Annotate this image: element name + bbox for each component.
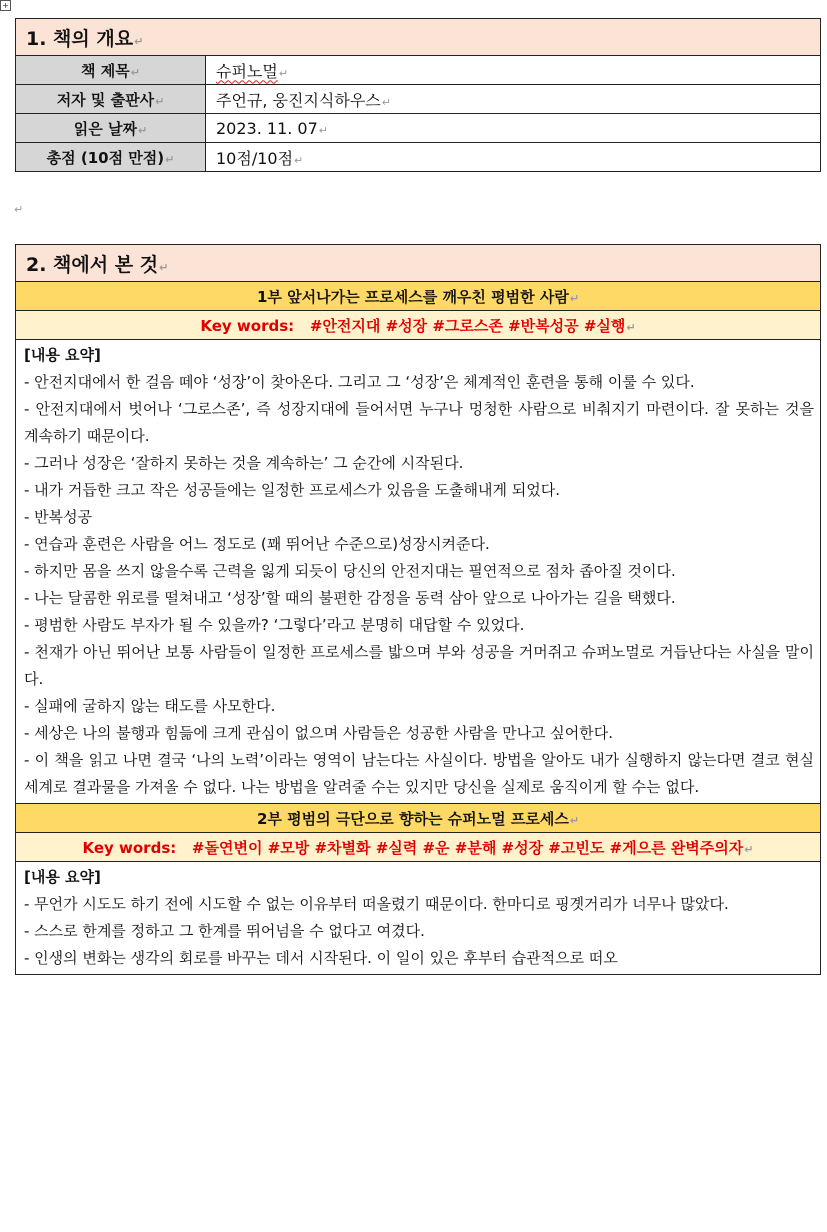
list-item: - 세상은 나의 불행과 힘듦에 크게 관심이 없으며 사람들은 성공한 사람을 만나고 싶어한다. [24,724,614,742]
part2-keywords: Key words: #돌연변이 #모방 #차별화 #실력 #운 #분해 #성장 #고빈도 #게으른 완벽주의자↵ [16,833,821,862]
part1-keywords: Key words: #안전지대 #성장 #그로스존 #반복성공 #실행↵ [16,311,821,340]
list-item: - 하지만 몸을 쓰지 않을수록 근력을 잃게 되듯이 당신의 안전지대는 필연적으로 점차 좁아질 것이다. [24,562,676,580]
row-score [16,143,821,172]
label-author: 저자 및 출판사↵ [16,85,206,114]
part1-summary[interactable] [16,340,821,804]
table-move-handle-icon[interactable]: + [0,0,11,11]
part2-summary-title: [내용 요약] [24,868,101,886]
overview-table [15,18,821,172]
value-book-title[interactable]: 슈퍼노멀↵ [206,56,821,85]
list-item: - 인생의 변화는 생각의 회로를 바꾸는 데서 시작된다. 이 일이 있은 후부터 습관적으로 떠오 [24,949,618,967]
part2-title: 2부 평범의 극단으로 향하는 슈퍼노멀 프로세스↵ [16,804,821,833]
label-book-title: 책 제목↵ [16,56,206,85]
row-date [16,114,821,143]
part1-summary-title: [내용 요약] [24,346,101,364]
contents-heading: 2. 책에서 본 것↵ [16,245,821,282]
list-item: - 스스로 한계를 정하고 그 한계를 뛰어넘을 수 없다고 여겼다. [24,922,425,940]
list-item: - 이 책을 읽고 나면 결국 ‘나의 노력’이라는 영역이 남는다는 사실이다. 방법을 알아도 내가 실행하지 않는다면 결코 현실 세계로 결과물을 가져올 수 없다. 나는 방법을 알려줄 수는 있지만 당신을 실제로 움직이게 할 수는 없다. [24,751,814,796]
list-item: - 내가 거듭한 크고 작은 성공들에는 일정한 프로세스가 있음을 도출해내게 되었다. [24,481,561,499]
list-item: - 무언가 시도도 하기 전에 시도할 수 없는 이유부터 떠올렸기 때문이다. 한마디로 핑곗거리가 너무나 많았다. [24,895,729,913]
value-score[interactable]: 10점/10점↵ [206,143,821,172]
list-item: - 나는 달콤한 위로를 떨쳐내고 ‘성장’할 때의 불편한 감정을 동력 삼아 앞으로 나아가는 길을 택했다. [24,589,676,607]
list-item: - 평범한 사람도 부자가 될 수 있을까? ‘그렇다’라고 분명히 대답할 수 있었다. [24,616,525,634]
label-score: 총점 (10점 만점)↵ [16,143,206,172]
list-item: - 그러나 성장은 ‘잘하지 못하는 것을 계속하는’ 그 순간에 시작된다. [24,454,464,472]
list-item: - 반복성공 [24,508,93,526]
list-item: - 천재가 아닌 뛰어난 보통 사람들이 일정한 프로세스를 밟으며 부와 성공을 거머쥐고 슈퍼노멀로 거듭난다는 사실을 말이다. [24,643,814,688]
overview-heading: 1. 책의 개요↵ [16,19,821,56]
value-author[interactable]: 주언규, 웅진지식하우스↵ [206,85,821,114]
contents-heading-text: 2. 책에서 본 것 [26,253,159,276]
row-author [16,85,821,114]
part1-title: 1부 앞서나가는 프로세스를 깨우친 평범한 사람↵ [16,282,821,311]
list-item: - 실패에 굴하지 않는 태도를 사모한다. [24,697,276,715]
row-title [16,56,821,85]
list-item: - 연습과 훈련은 사람을 어느 정도로 (꽤 뛰어난 수준으로)성장시켜준다. [24,535,490,553]
paragraph-mark: ↵ [14,203,24,216]
list-item: - 안전지대에서 벗어나 ‘그로스존’, 즉 성장지대에 들어서면 누구나 멍청한 사람으로 비춰지기 마련이다. 잘 못하는 것을 계속하기 때문이다. [24,400,814,445]
value-date[interactable]: 2023. 11. 07↵ [206,114,821,143]
contents-table [15,244,821,975]
label-date: 읽은 날짜↵ [16,114,206,143]
part2-summary[interactable] [16,862,821,975]
list-item: - 안전지대에서 한 걸음 떼야 ‘성장’이 찾아온다. 그리고 그 ‘성장’은 체계적인 훈련을 통해 이룰 수 있다. [24,373,695,391]
overview-heading-text: 1. 책의 개요 [26,27,134,50]
